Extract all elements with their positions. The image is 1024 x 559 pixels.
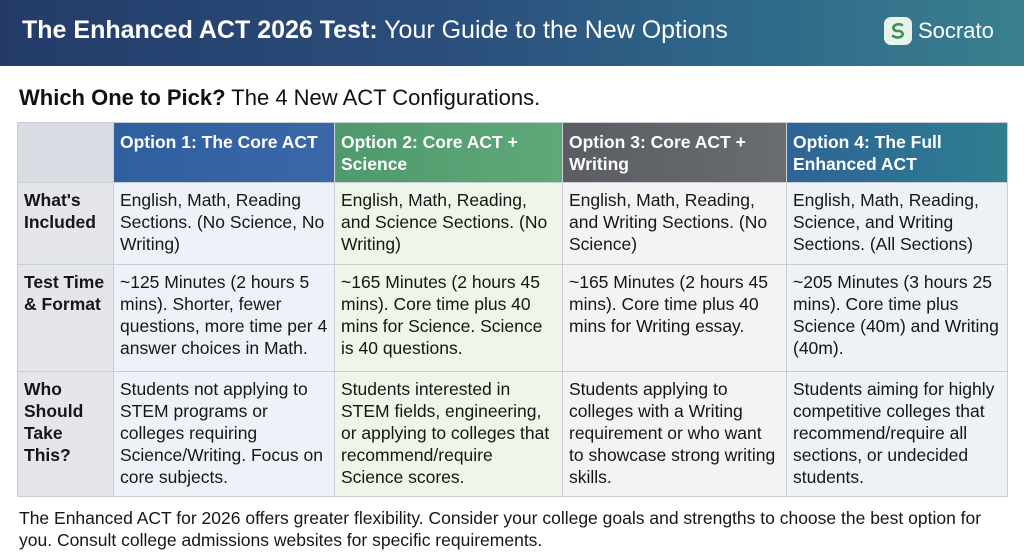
table-corner-cell xyxy=(18,123,114,183)
column-header-option-2: Option 2: Core ACT + Science xyxy=(335,123,563,183)
table-cell: English, Math, Reading, and Writing Sections. (No Science) xyxy=(563,183,787,265)
column-header-option-3: Option 3: Core ACT + Writing xyxy=(563,123,787,183)
table-header-row xyxy=(18,123,1008,183)
brand xyxy=(884,17,994,45)
table-cell: Students aiming for highly competitive colleges that recommend/require all sections, or undecided students. xyxy=(787,372,1008,497)
table-row xyxy=(18,183,1008,265)
table-cell: ~125 Minutes (2 hours 5 mins). Shorter, fewer questions, more time per 4 answer choices in Math. xyxy=(114,265,335,372)
row-header-included: What's Included xyxy=(18,183,114,265)
row-header-who-should-take: Who Should Take This? xyxy=(18,372,114,497)
page-title xyxy=(22,16,728,45)
table-row xyxy=(18,265,1008,372)
section-heading-bold: Which One to Pick? xyxy=(19,85,226,110)
footnote: The Enhanced ACT for 2026 offers greater flexibility. Consider your college goals and strengths to choose the best option for you. Consult college admissions websites for specific requirements. xyxy=(19,508,982,550)
table-cell: English, Math, Reading, Science, and Writing Sections. (All Sections) xyxy=(787,183,1008,265)
table-cell: ~165 Minutes (2 hours 45 mins). Core time plus 40 mins for Science. Science is 40 questions. xyxy=(335,265,563,372)
column-header-option-4: Option 4: The Full Enhanced ACT xyxy=(787,123,1008,183)
page-title-rest: Your Guide to the New Options xyxy=(384,16,728,44)
table-cell: English, Math, Reading Sections. (No Science, No Writing) xyxy=(114,183,335,265)
row-header-time-format: Test Time & Format xyxy=(18,265,114,372)
title-banner xyxy=(0,0,1024,66)
comparison-table xyxy=(17,122,1008,497)
brand-name: Socrato xyxy=(918,18,994,43)
table-row xyxy=(18,372,1008,497)
table-cell: Students not applying to STEM programs or colleges requiring Science/Writing. Focus on core subjects. xyxy=(114,372,335,497)
table-cell: Students applying to colleges with a Writing requirement or who want to showcase strong writing skills. xyxy=(563,372,787,497)
column-header-option-1: Option 1: The Core ACT xyxy=(114,123,335,183)
section-heading-rest: The 4 New ACT Configurations. xyxy=(231,85,541,110)
table-cell: ~165 Minutes (2 hours 45 mins). Core time plus 40 mins for Writing essay. xyxy=(563,265,787,372)
table-cell: Students interested in STEM fields, engineering, or applying to colleges that recommend/require Science scores. xyxy=(335,372,563,497)
table-cell: ~205 Minutes (3 hours 25 mins). Core time plus Science (40m) and Writing (40m). xyxy=(787,265,1008,372)
page-title-bold: The Enhanced ACT 2026 Test: xyxy=(22,16,378,44)
table-cell: English, Math, Reading, and Science Sections. (No Writing) xyxy=(335,183,563,265)
section-heading xyxy=(19,85,540,111)
socrato-logo-icon xyxy=(884,17,912,45)
